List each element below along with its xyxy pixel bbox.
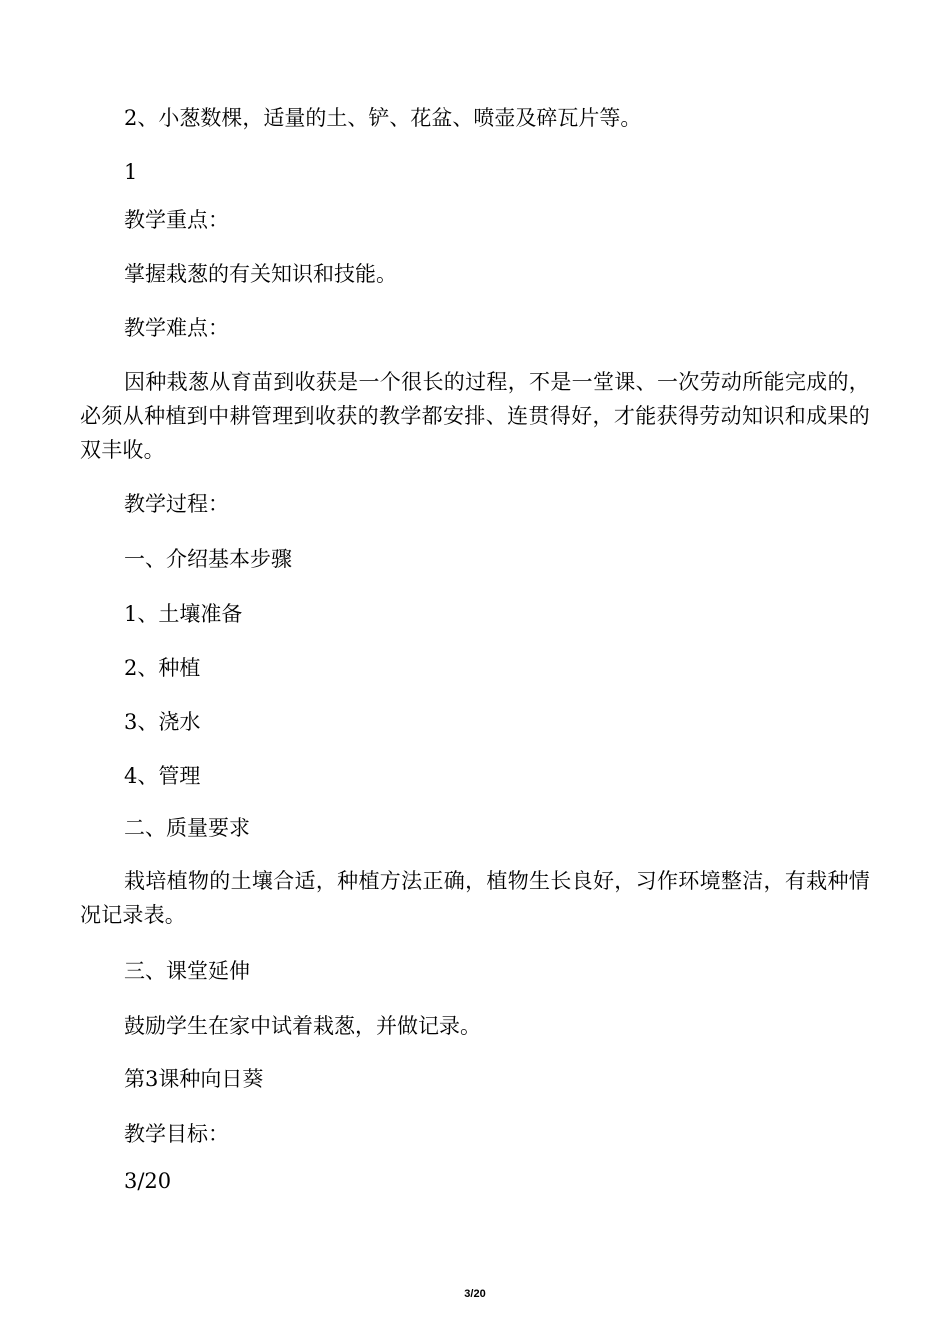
teaching-difficulty-paragraph: 因种栽葱从育苗到收获是一个很长的过程，不是一堂课、一次劳动所能完成的，必须从种植到中耕管理到收获的教学都安排、连贯得好，才能获得劳动知识和成果的双丰收。 [80, 370, 870, 462]
teaching-focus-text: 掌握栽葱的有关知识和技能。 [124, 262, 397, 286]
section-two-heading: 二、质量要求 [124, 816, 250, 840]
step-soil: 1、土壤准备 [124, 602, 243, 626]
section-one-heading: 一、介绍基本步骤 [124, 547, 292, 571]
number-line: 1 [124, 160, 138, 184]
step-management: 4、管理 [124, 764, 201, 788]
teaching-focus-heading: 教学重点： [124, 208, 229, 232]
step-watering: 3、浇水 [124, 710, 201, 734]
page-footer-number: 3/20 [464, 1288, 486, 1300]
quality-paragraph: 栽培植物的土壤合适，种植方法正确，植物生长良好，习作环境整洁，有栽种情况记录表。 [80, 869, 870, 927]
section-three-heading: 三、课堂延伸 [124, 959, 250, 983]
teaching-difficulty-heading: 教学难点： [124, 316, 229, 340]
lesson-title: 第3课种向日葵 [124, 1067, 264, 1091]
step-planting: 2、种植 [124, 656, 201, 680]
extension-text: 鼓励学生在家中试着栽葱，并做记录。 [124, 1014, 481, 1038]
materials-line: 2、小葱数棵，适量的土、铲、花盆、喷壶及碎瓦片等。 [124, 106, 642, 130]
teaching-process-heading: 教学过程： [124, 492, 229, 516]
inline-page-number: 3/20 [124, 1169, 172, 1193]
teaching-goals-heading: 教学目标： [124, 1122, 229, 1146]
